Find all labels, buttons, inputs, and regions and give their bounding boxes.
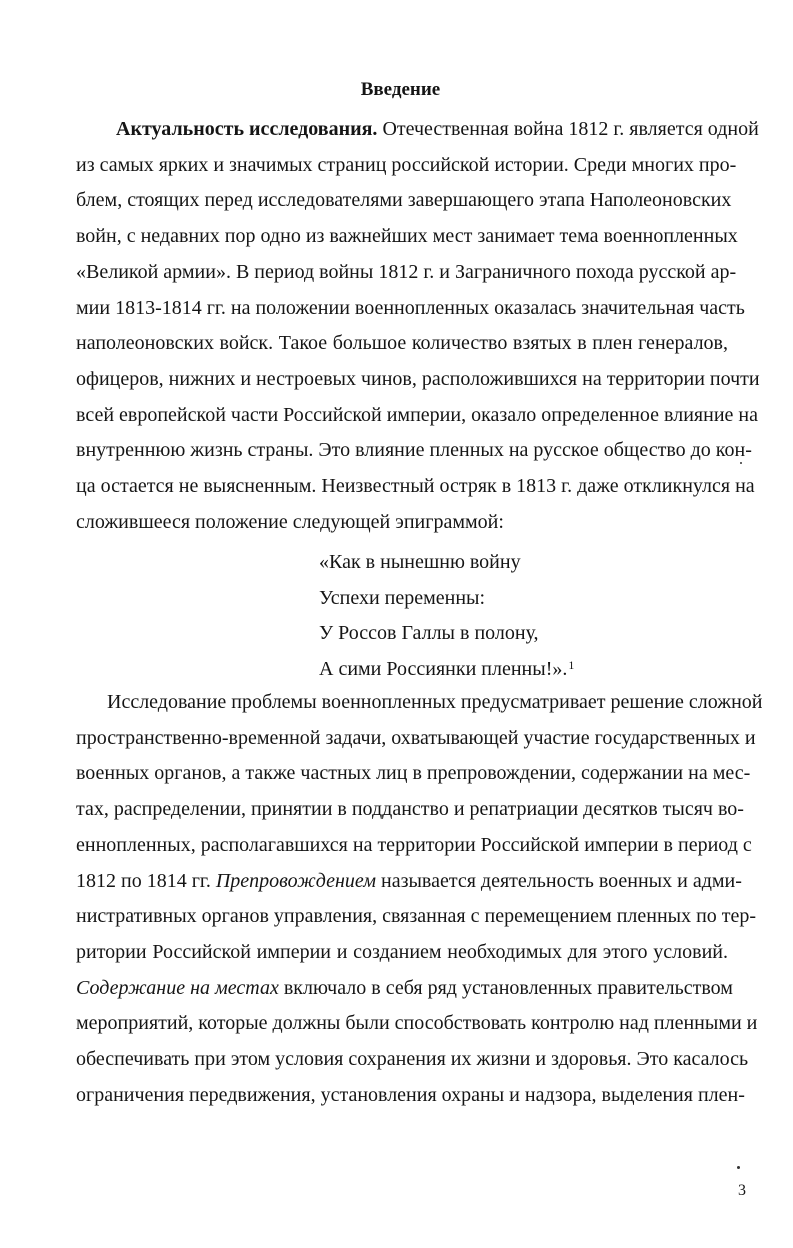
paragraph-research-problem (76, 685, 763, 1113)
poem-line-text: А сими Россиянки пленны!». (319, 658, 568, 681)
paragraph-line: внутреннюю жизнь страны. Это влияние пленных на русское общество до кон- (76, 439, 752, 462)
paragraph-line: нистративных органов управления, связанная с перемещением пленных по тер- (76, 905, 757, 928)
paragraph-line: пространственно-временной задачи, охватывающей участие государственных и (76, 726, 756, 749)
paragraph-relevance (76, 112, 760, 540)
paragraph-line: ца остается не выясненным. Неизвестный остряк в 1813 г. даже откликнулся на (76, 475, 755, 498)
term-local-detention: Содержание на местах (76, 976, 279, 999)
scan-speck (740, 462, 742, 464)
page-number: 3 (738, 1182, 746, 1199)
epigram-poem (319, 545, 574, 688)
paragraph-line (76, 112, 759, 148)
line-text: Отечественная война 1812 г. является одной (377, 118, 759, 140)
paragraph-line: войн, с недавних пор одно из важнейших мест занимает тема военнопленных (76, 225, 738, 248)
lead-term: Актуальность исследования. (116, 118, 378, 140)
paragraph-line: наполеоновских войск. Такое большое количество взятых в плен генералов, (76, 332, 728, 355)
poem-line: «Как в нынешню войну (319, 551, 521, 573)
paragraph-line: офицеров, нижних и нестроевых чинов, расположившихся на территории почти (76, 367, 760, 390)
paragraph-line (76, 971, 733, 1007)
paragraph-line: обеспечивать при этом условия сохранения их жизни и здоровья. Это касалось (76, 1048, 749, 1071)
paragraph-line: еннопленных, располагавшихся на территории Российской империи в период с (76, 833, 752, 856)
paragraph-line: Исследование проблемы военнопленных предусматривает решение сложной (107, 691, 763, 713)
term-escort: Препровождением (215, 869, 377, 892)
paragraph-line: ритории Российской империи и созданием необходимых для этого условий. (76, 940, 728, 963)
poem-line: У Россов Галлы в полону, (319, 622, 539, 645)
line-text: 1812 по 1814 гг. (76, 869, 216, 892)
section-title: Введение (360, 79, 441, 100)
paragraph-line: сложившееся положение следующей эпиграммой: (76, 510, 504, 533)
poem-line: Успехи переменны: (319, 586, 486, 609)
footnote-reference[interactable]: 1 (568, 658, 575, 673)
paragraph-line: мии 1813-1814 гг. на положении военнопленных оказалась значительная часть (76, 296, 745, 319)
paragraph-line: блем, стоящих перед исследователями завершающего этапа Наполеоновских (76, 189, 732, 212)
line-text: называется деятельность военных и адми- (376, 869, 742, 892)
paragraph-line: «Великой армии». В период войны 1812 г. и Заграничного похода русской ар- (76, 260, 737, 283)
line-text: включало в себя ряд установленных правительством (278, 976, 733, 999)
paragraph-line: военных органов, а также частных лиц в препровождении, содержании на мес- (76, 762, 751, 785)
poem-line (319, 652, 574, 688)
paragraph-line: из самых ярких и значимых страниц российской истории. Среди многих про- (76, 153, 737, 176)
scan-speck (737, 1166, 740, 1169)
paragraph-line: тах, распределении, принятии в подданство и репатриации десятков тысяч во- (76, 798, 744, 821)
paragraph-line: ограничения передвижения, установления охраны и надзора, выделения плен- (76, 1083, 745, 1106)
paragraph-line: всей европейской части Российской империи, оказало определенное влияние на (76, 403, 758, 426)
paragraph-line (76, 864, 742, 900)
paragraph-line: мероприятий, которые должны были способствовать контролю над пленными и (76, 1012, 758, 1035)
